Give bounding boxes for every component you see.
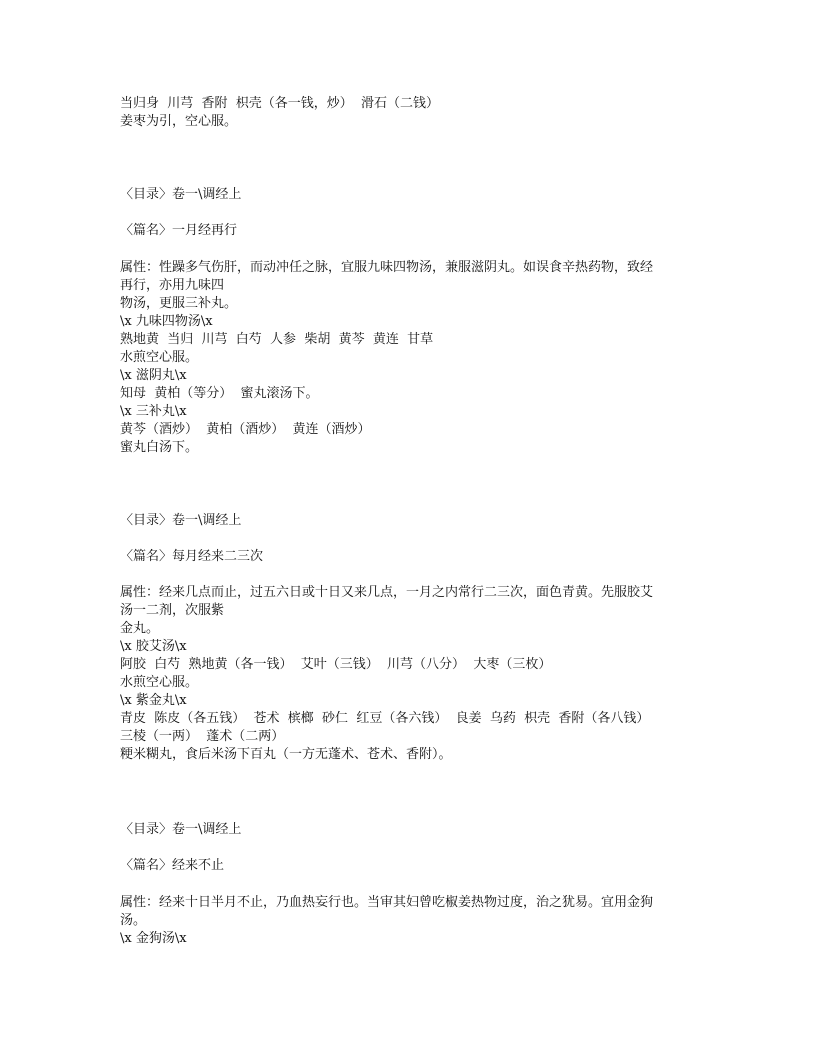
text-line: 当归身 川芎 香附 枳壳（各一钱，炒） 滑石（二钱） <box>120 96 440 111</box>
text-line: 汤。 <box>120 913 147 928</box>
text-line: 水煎空心服。 <box>120 675 199 690</box>
catalog-heading: 〈目录〉卷一\调经上 <box>120 187 242 202</box>
text-line: 属性：性躁多气伤肝，而动冲任之脉，宜服九味四物汤，兼服滋阴丸。如误食辛热药物，致经 <box>120 260 654 275</box>
text-line: \x 九味四物汤\x <box>120 314 213 329</box>
text-line: 蜜丸白汤下。 <box>120 440 199 455</box>
text-line: 金丸。 <box>120 621 160 636</box>
text-line: 汤一二剂，次服紫 <box>120 603 225 618</box>
section-title: 〈篇名〉每月经来二三次 <box>120 549 264 564</box>
text-line: 水煎空心服。 <box>120 350 199 365</box>
text-line: 三棱（一两） 蓬术（二两） <box>120 729 285 744</box>
text-line: \x 三补丸\x <box>120 404 187 419</box>
text-line: \x 滋阴丸\x <box>120 368 187 383</box>
text-line: 阿胶 白芍 熟地黄（各一钱） 艾叶（三钱） 川芎（八分） 大枣（三枚） <box>120 657 552 672</box>
text-line: 再行，亦用九味四 <box>120 278 225 293</box>
text-line: 熟地黄 当归 川芎 白芍 人参 柴胡 黄芩 黄连 甘草 <box>120 332 434 347</box>
text-line: 姜枣为引，空心服。 <box>120 114 238 129</box>
section-title: 〈篇名〉经来不止 <box>120 858 225 873</box>
text-line: \x 胶艾汤\x <box>120 639 187 654</box>
text-line: 青皮 陈皮（各五钱） 苍术 槟榔 砂仁 红豆（各六钱） 良姜 乌药 枳壳 香附（各八钱） <box>120 711 650 726</box>
catalog-heading: 〈目录〉卷一\调经上 <box>120 513 242 528</box>
text-line: 粳米糊丸，食后米汤下百丸（一方无蓬术、苍术、香附）。 <box>120 747 452 762</box>
text-line: \x 紫金丸\x <box>120 693 187 708</box>
text-line: 黄芩（酒炒） 黄柏（酒炒） 黄连（酒炒） <box>120 422 371 437</box>
text-line: 知母 黄柏（等分） 蜜丸滚汤下。 <box>120 386 319 401</box>
catalog-heading: 〈目录〉卷一\调经上 <box>120 822 242 837</box>
text-line: \x 金狗汤\x <box>120 931 187 946</box>
section-title: 〈篇名〉一月经再行 <box>120 223 238 238</box>
text-line: 属性：经来几点而止，过五六日或十日又来几点，一月之内常行二三次，面色青黄。先服胶艾 <box>120 585 654 600</box>
text-line: 物汤，更服三补丸。 <box>120 296 238 311</box>
text-line: 属性：经来十日半月不止，乃血热妄行也。当审其妇曾吃椒姜热物过度，治之犹易。宜用金狗 <box>120 895 654 910</box>
